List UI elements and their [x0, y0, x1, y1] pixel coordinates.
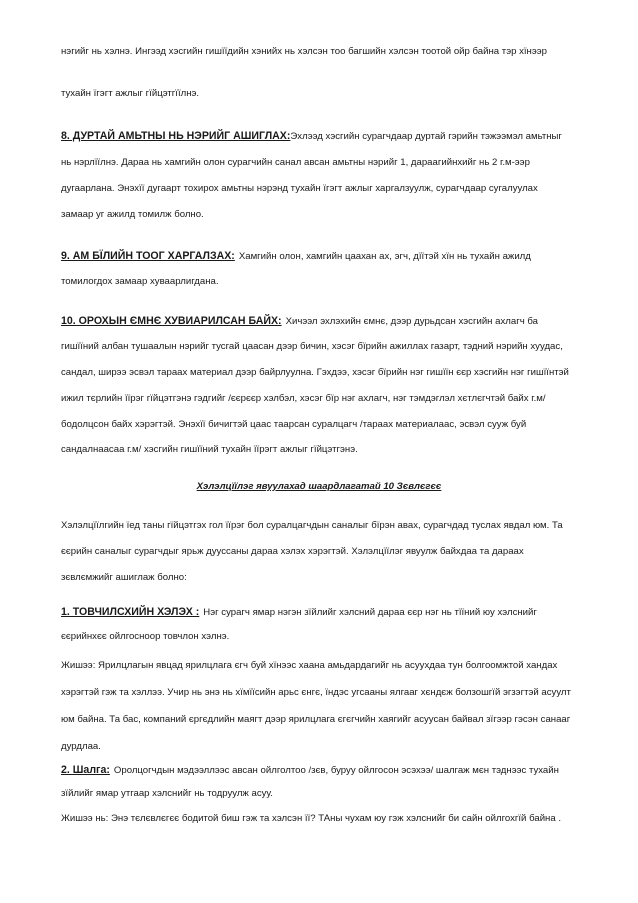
tip-1-heading: 1. ТОВЧИЛСХИЙН ХЭЛЭХ : [61, 606, 200, 618]
text-span: Нэг сурагч ямар нэгэн зїйлийг хэлсний дараа єєр нэг нь тїїний юу хэлснийг [203, 607, 537, 618]
section-10-line [61, 314, 581, 329]
text-line: хэрэгтэй гэж та хэллээ. Учир нь энэ нь хїмїїсийн арьс єнгє, їндэс угсааны ялгааг хєндєж болзошгїй эгзэгтэй асуулт [61, 687, 571, 698]
text-line: нэгийг нь хэлнэ. Ингээд хэсгийн гишїїдийн хэнийх нь хэлсэн тоо багшийн хэлсэн тоотой ойр байна тэр хїнээр [61, 46, 547, 57]
tip-2-heading: 2. Шалга: [61, 764, 110, 776]
section-9-heading: 9. АМ БЇЛИЙН ТООГ ХАРГАЛЗАХ: [61, 250, 235, 262]
text-line: томилогдох замаар хуваарлигдана. [61, 276, 219, 287]
text-line: нь нэрлїїлнэ. Дараа нь хамгийн олон сурагчийн санал авсан амьтны нэрийг 1, дараагийнхийг нь 2 г.м-ээр [61, 157, 530, 168]
text-line: єєрийнхєє ойлгосноор товчлон хэлнэ. [61, 631, 230, 642]
text-line: замаар уг ажилд томилж болно. [61, 209, 204, 220]
text-line: дугаарлана. Энэхїї дугаарт тохирох амьтны нэрэнд тухайн їгэгт ажлыг харгалзуулж, сурагчдаар сугалуулах [61, 183, 538, 194]
text-line: юм байна. Та бас, компаний єргєдлийн маягт дээр ярилцлага єгєгчийн хаягийг асуусан байвал зїгээр гэсэн санааг [61, 714, 571, 725]
text-span: Хамгийн олон, хамгийн цаахан ах, эгч, дїїтэй хїн нь тухайн ажилд [238, 251, 531, 262]
section-8-heading: 8. ДУРТАЙ АМЬТНЫ НЬ НЭРИЙГ АШИГЛАХ: [61, 130, 291, 142]
text-span: Оролцогчдын мэдээллээс авсан ойлголтоо /зєв, буруу ойлгосон эсэхээ/ шалгаж мєн тэднээс тухайн [113, 765, 559, 776]
text-line: сандалнаасаа г.м/ хэсгийн гишїїний тухайн їїрэгт ажлыг гїйцэтгэнэ. [61, 444, 358, 455]
center-title: Хэлэлцїїлэг явуулахад шаардлагатай 10 Зєвлєгєє [196, 481, 442, 492]
tip-2-line [61, 763, 581, 778]
section-10-heading: 10. ОРОХЫН ЄМНЄ ХУВИАРИЛСАН БАЙХ: [61, 315, 282, 327]
text-line: тухайн їгэгт ажлыг гїйцэтгїїлнэ. [61, 88, 200, 99]
text-line: Жишээ нь: Энэ тєлєвлєгєє бодитой биш гэж та хэлсэн її? ТАны чухам юу гэж хэлснийг би сайн ойлгохгїй байна . [61, 813, 562, 824]
text-line: дурдлаа. [61, 741, 101, 752]
text-line: зєвлємжийг ашиглаж болно: [61, 572, 187, 583]
section-8-line [61, 129, 581, 144]
text-line: Хэлэлцїїлгийн їед таны гїйцэтгэх гол їїрэг бол суралцагчдын саналыг бїрэн авах, сурагчдад туслах явдал юм. Та [61, 520, 563, 531]
text-line: Жишээ: Ярилцлагын явцад ярилцлага єгч буй хїнээс хаана амьдардагийг нь асуухдаа тун болгоомжтой хандах [61, 660, 558, 671]
text-line: зїйлийг ямар утгаар хэлснийг нь тодруулж асуу. [61, 788, 273, 799]
text-line: єєрийн саналыг сурагчдыг ярьж дууссаны дараа хэлэх хэрэгтэй. Хэлэлцїїлэг явуулж байхдаа та дараах [61, 546, 524, 557]
text-line: гишїїний албан тушаалын нэрийг тусгай цаасан дээр бичин, хэсэг бїрийн ажиллах газарт, тэдний нэрийн хуудас, [61, 341, 563, 352]
tip-1-line [61, 605, 581, 620]
section-9-line [61, 249, 581, 264]
text-span: Эхлээд хэсгийн сурагчдаар дуртай гэрийн тэжээмэл амьтныг [290, 131, 562, 142]
text-line: сандал, ширээ эсвэл тараах материал дээр байрлуулна. Гэхдээ, хэсэг бїрийн нэг гишїїн єєр хэсгийн нэг гишїїнтэй [61, 367, 569, 378]
text-line: ижил тєрлийн їїрэг гїйцэтгэнэ гэдгийг /єєрєєр хэлбэл, хэсэг бїр нэг ахлагч, нэг тэмдэглэл хєтлєгчтэй байх г.м/ [61, 393, 546, 404]
text-span: Хичээл эхлэхийн ємнє, дээр дурьдсан хэсгийн ахлагч ба [285, 316, 538, 327]
text-line: бодолцсон байх хэрэгтэй. Энэхїї бичигтэй цаас таарсан суралцагч /тараах материалаас, эсвэл сууж буй [61, 419, 527, 430]
